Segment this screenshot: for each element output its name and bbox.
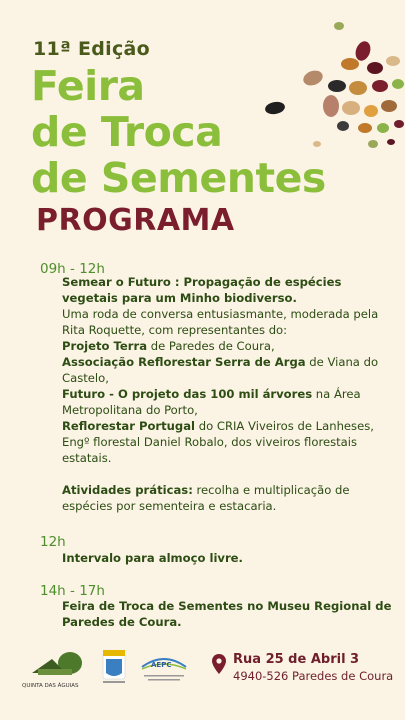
slot1-activities-bold: Atividades práticas: [62,483,193,497]
slot2-text: Intervalo para almoço livre. [62,551,243,565]
slot1-activities-rest: recolha e multiplicação de espécies por sementeira e estacaria. [62,483,350,513]
slot1-p4-bold: Reflorestar Portugal [62,419,196,433]
slot2-content [62,550,392,566]
slot1-title: Semear o Futuro : Propagação de espécies vegetais para um Minho biodiverso. [62,275,342,305]
slot1-p2-rest: de Viana do Castelo, [62,355,379,385]
title-line-3: de Sementes [31,154,326,202]
slot3-content [62,598,392,630]
location-pin-icon [212,654,226,674]
address-line-2: 4940-526 Paredes de Coura [233,669,394,683]
slot1-intro: Uma roda de conversa entusiasmante, moderada pela Rita Roquette, com representantes do: [62,307,379,337]
edition-label: 11ª Edição [33,38,150,60]
logo1-text: QUINTA DAS ÁGUIAS [22,683,79,689]
quinta-das-aguias-logo [22,652,82,689]
title-line-2: de Troca [31,108,223,156]
slot1-p1-bold: Projeto Terra [62,339,148,353]
slot1-content [62,274,392,514]
slot3-text: Feira de Troca de Sementes no Museu Regional de Paredes de Coura. [62,599,392,629]
slot2-time: 12h [40,534,66,550]
slot1-p1-rest: de Paredes de Coura, [147,339,275,353]
slot1-p4-rest: do CRIA Viveiros de Lanheses, Engº florestal Daniel Robalo, dos viveiros florestais estatais. [62,419,374,465]
address-line-1: Rua 25 de Abril 3 [233,652,360,667]
slot1-p3-bold: Futuro - O projeto das 100 mil árvores [62,387,313,401]
municipality-crest [103,650,125,683]
title-line-1: Feira [31,62,145,110]
slot3-time: 14h - 17h [40,583,105,599]
programa-heading: PROGRAMA [36,203,235,238]
seeds-illustration [255,16,405,166]
slot1-time: 09h - 12h [40,261,105,277]
logo3-text: AEPC [151,661,172,669]
slot1-p2-bold: Associação Reflorestar Serra de Arga [62,355,306,369]
aepc-logo [142,659,186,681]
slot1-p3-rest: na Área Metropolitana do Porto, [62,387,361,417]
